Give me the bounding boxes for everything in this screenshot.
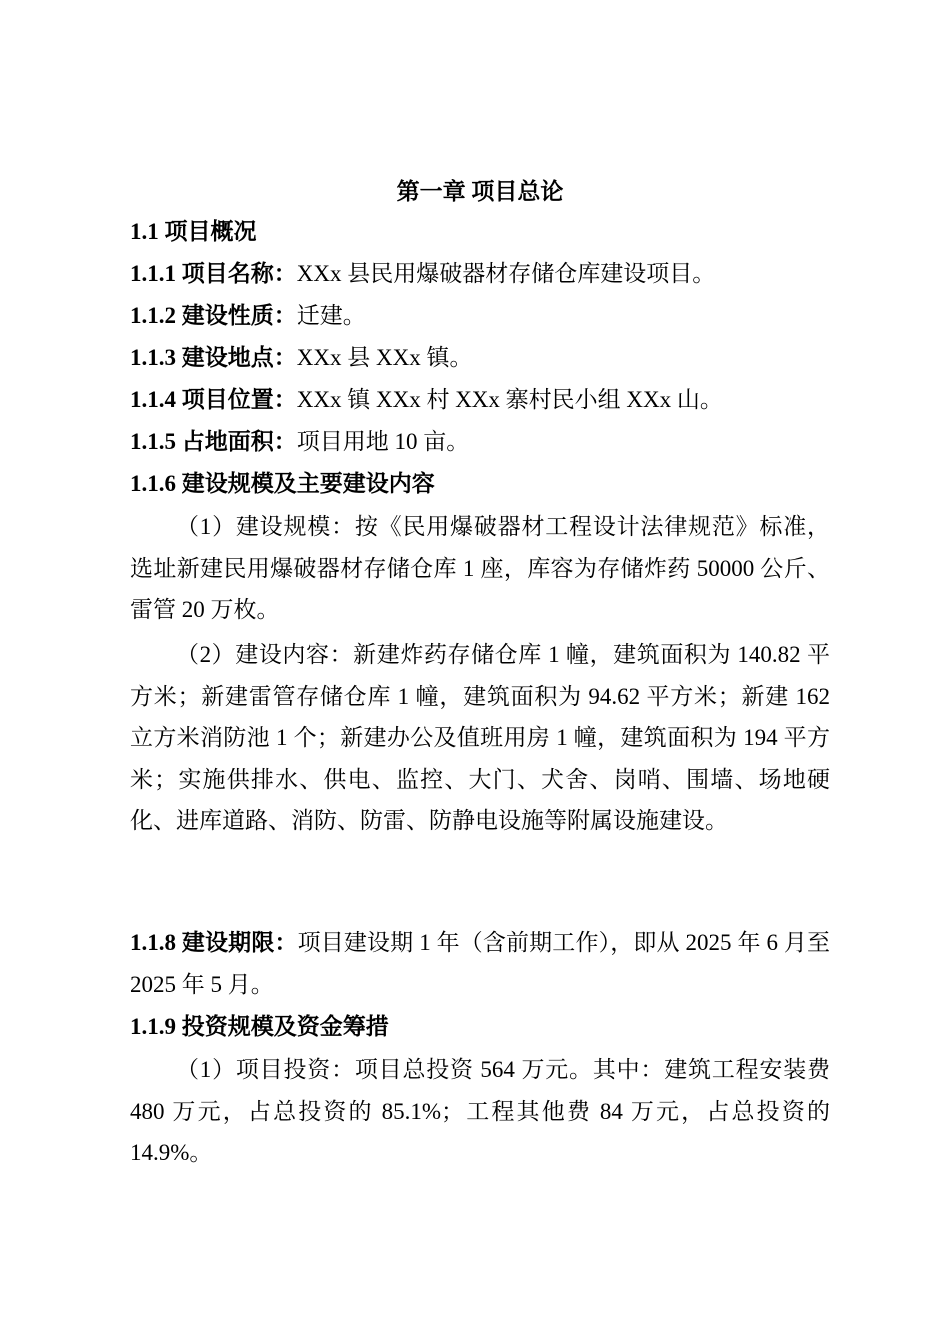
paragraph-construction-scale: （1）建设规模：按《民用爆破器材工程设计法律规范》标准，选址新建民用爆破器材存储仓库 1 座，库容为存储炸药 50000 公斤、雷管 20 万枚。	[130, 514, 830, 622]
item-label: 1.1.3 建设地点：	[130, 345, 297, 370]
section-heading-1-1-9: 1.1.9 投资规模及资金筹措	[130, 1014, 389, 1039]
paragraph-construction-content: （2）建设内容：新建炸药存储仓库 1 幢，建筑面积为 140.82 平方米；新建雷管存储仓库 1 幢，建筑面积为 94.62 平方米；新建 162 立方米消防池 1 个；新建办公及值班用房 1 幢，建筑面积为 194 平方米；实施供排水、供电、监控、大门、犬舍、岗哨、围墙、场地硬化、进库道路、消防、防雷、防静电设施等附属设施建设。	[130, 642, 830, 833]
item-value: XXx 县 XXx 镇。	[296, 345, 473, 370]
paragraph-project-investment: （1）项目投资：项目总投资 564 万元。其中：建筑工程安装费 480 万元，占总投资的 85.1%；工程其他费 84 万元，占总投资的 14.9%。	[130, 1057, 830, 1165]
item-construction-site	[130, 337, 830, 378]
section-heading-1-1-6: 1.1.6 建设规模及主要建设内容	[130, 471, 435, 496]
section-heading-1-1: 1.1 项目概况	[130, 219, 257, 244]
item-label: 1.1.1 项目名称：	[130, 261, 297, 286]
item-land-area	[130, 421, 830, 462]
item-value: XXx 县民用爆破器材存储仓库建设项目。	[296, 261, 716, 286]
item-value: 项目用地 10 亩。	[296, 429, 470, 454]
item-project-name	[130, 253, 830, 294]
item-value: XXx 镇 XXx 村 XXx 寨村民小组 XXx 山。	[296, 387, 723, 412]
item-project-location	[130, 379, 830, 420]
item-label: 1.1.5 占地面积：	[130, 429, 297, 454]
item-label: 1.1.2 建设性质：	[130, 303, 297, 328]
chapter-title: 第一章 项目总论	[396, 179, 564, 204]
item-label: 1.1.8 建设期限：	[130, 930, 298, 955]
item-construction-nature	[130, 295, 830, 336]
item-value: 迁建。	[296, 303, 366, 328]
item-construction-period	[130, 922, 830, 1005]
item-value: 项目建设期 1 年（含前期工作），即从 2025 年 6 月至 2025 年 5 月。	[130, 930, 831, 997]
item-label: 1.1.4 项目位置：	[130, 387, 297, 412]
